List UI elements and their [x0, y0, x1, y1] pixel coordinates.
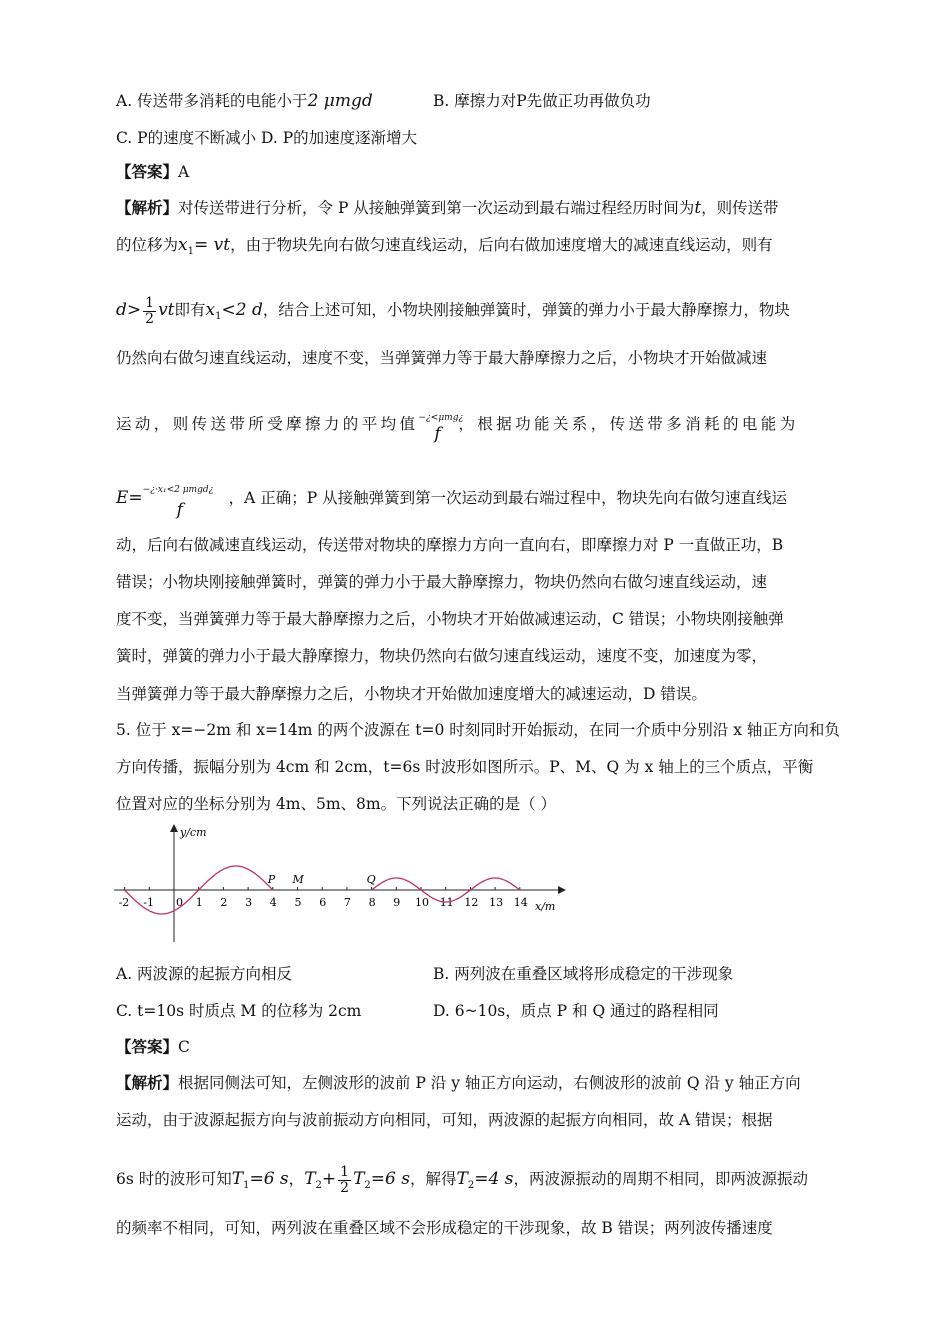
text: ，由于物块先向右做匀速直线运动，后向右做加速度增大的减速直线运动，则有	[230, 236, 773, 254]
fraction-denominator: 2	[340, 1179, 350, 1196]
tick-label: 8	[368, 896, 376, 909]
fraction-half	[143, 296, 156, 327]
math-x: x	[178, 235, 188, 255]
tick-label: 5	[294, 896, 302, 909]
q4-option-a	[116, 89, 373, 113]
math-f: f	[176, 500, 183, 520]
math-T: T	[456, 1169, 468, 1189]
q4-explanation-line-6	[116, 482, 788, 520]
q5-stem-line-1: 5. 位于 x=−2m 和 x=14m 的两个波源在 t=0 时刻同时开始振动，在同一介质中分别沿 x 轴正方向和负	[116, 721, 840, 739]
tick-label: 0	[176, 896, 183, 909]
text: ，结合上述可知，小物块刚接触弹簧时，弹簧的弹力小于最大静摩擦力，物块	[262, 301, 790, 319]
text: ，	[288, 1170, 305, 1188]
math-t: t	[694, 198, 702, 218]
q4-option-a-text: A. 传送带多消耗的电能小于	[116, 92, 308, 110]
q5-option-d: D. 6~10s，质点 P 和 Q 通过的路程相同	[433, 1002, 719, 1020]
subscript: 2	[315, 1180, 322, 1192]
fraction-numerator: 1	[145, 294, 155, 311]
tick-label: 4	[269, 896, 277, 909]
tick-label: 10	[415, 896, 429, 909]
q4-explanation-line-9: 度不变，当弹簧弹力等于最大静摩擦力之后，小物块才开始做减速运动，C 错误；小物块刚接触弹	[116, 610, 784, 628]
math-eq: =4 s	[474, 1169, 514, 1189]
overline-note: −¿<μmg¿	[418, 413, 464, 423]
text: 即有	[174, 301, 206, 319]
point-q-label: Q	[366, 873, 376, 886]
text: ，根据功能关系，传送带多消耗的电能为	[458, 415, 799, 433]
q5-option-b: B. 两列波在重叠区域将形成稳定的干涉现象	[433, 965, 734, 983]
math-d: d>	[116, 300, 142, 320]
q4-explanation-line-4: 仍然向右做匀速直线运动，速度不变，当弹簧弹力等于最大静摩擦力之后，小物块才开始做减速	[116, 349, 768, 367]
q4-option-b: B. 摩擦力对P先做正功再做负功	[433, 92, 651, 110]
math-T: T	[353, 1169, 365, 1189]
tick-label: 12	[464, 896, 479, 909]
tick-label: -2	[118, 896, 130, 909]
math-eq: =6 s	[249, 1169, 289, 1189]
q4-answer	[116, 160, 189, 184]
x-axis-arrow	[558, 886, 566, 894]
x-axis-label: x/m	[535, 900, 556, 913]
q4-option-a-math: 2 μmgd	[307, 91, 373, 111]
answer-value: C	[178, 1038, 190, 1056]
q4-option-cd: C. P的速度不断减小 D. P的加速度逐渐增大	[116, 129, 418, 147]
q5-stem-line-3: 位置对应的坐标分别为 4m、5m、8m。下列说法正确的是（ ）	[116, 795, 557, 813]
math-E: E=	[116, 488, 143, 508]
point-p-label: P	[267, 873, 276, 886]
q4-explanation-line-2	[116, 233, 773, 264]
q5-stem-line-2: 方向传播，振幅分别为 4cm 和 2cm，t=6s 时波形如图所示。P、M、Q 为 x 轴上的三个质点，平衡	[116, 758, 814, 776]
text: ，则传送带	[701, 199, 779, 217]
q4-explanation-line-7: 动，后向右做减速直线运动，传送带对物块的摩擦力方向一直向右，即摩擦力对 P 一直做正功，B	[116, 536, 784, 554]
math-ineq: <2 d	[221, 300, 263, 320]
q5-explanation-line-4: 的频率不相同，可知，两列波在重叠区域不会形成稳定的干涉现象，故 B 错误；两列波传播速度	[116, 1219, 773, 1237]
answer-label: 【答案】	[116, 1037, 179, 1056]
q4-explanation-line-1	[116, 196, 779, 220]
explanation-label: 【解析】	[116, 198, 179, 217]
tick-label: 13	[489, 896, 504, 909]
q4-explanation-line-3: d> $\frac{1}{2}$ vt即有$x_1<2$ d，结合上述可知，小物块刚接触弹簧时，弹簧的弹力小于最大静摩擦力，物块	[116, 294, 790, 327]
tick-label: 1	[195, 896, 203, 909]
math-x: x	[205, 300, 216, 320]
math-T: T	[231, 1169, 244, 1189]
tick-label: -1	[143, 896, 155, 909]
answer-label: 【答案】	[116, 162, 179, 181]
wave-figure	[110, 820, 570, 945]
text: 对传送带进行分析，令 P 从接触弹簧到第一次运动到最右端过程经历时间为	[178, 199, 695, 217]
tick-label: 11	[439, 896, 454, 909]
tick-label: 6	[319, 896, 327, 909]
text: ，解得	[410, 1170, 457, 1188]
q5-option-a: A. 两波源的起振方向相反	[116, 965, 293, 983]
tick-label: 2	[220, 896, 228, 909]
math-f: f	[434, 424, 441, 444]
math-plus: +	[321, 1169, 337, 1189]
text: ，A 正确；P 从接触弹簧到第一次运动到最右端过程中，物块先向右做匀速直线运	[228, 489, 788, 507]
math-eq: =6 s	[370, 1169, 410, 1189]
point-m-label: M	[292, 873, 304, 886]
energy-expr	[142, 484, 229, 520]
text: 的位移为	[116, 236, 179, 254]
q5-option-c: C. t=10s 时质点 M 的位移为 2cm	[116, 1002, 362, 1020]
subscript: 1	[187, 246, 194, 258]
text: 根据同侧法可知，左侧波形的波前 P 沿 y 轴正方向运动，右侧波形的波前 Q 沿 y 轴正方向	[178, 1074, 801, 1092]
answer-value: A	[178, 163, 190, 181]
math-eq: = vt	[193, 235, 231, 255]
overline-note: −¿·x₁<2 μmgd¿	[142, 485, 214, 495]
fraction-half	[338, 1165, 351, 1196]
y-axis-arrow	[170, 824, 178, 832]
q4-explanation-line-11: 当弹簧弹力等于最大静摩擦力之后，小物块才开始做加速度增大的减速运动，D 错误。	[116, 685, 707, 703]
subscript: 2	[467, 1180, 475, 1192]
q5-answer	[116, 1035, 190, 1059]
avg-friction	[418, 410, 464, 444]
text: 运动，则传送带所受摩擦力的平均值	[116, 415, 419, 433]
fraction-denominator: 2	[145, 310, 155, 327]
q5-explanation-line-3	[116, 1161, 808, 1204]
q4-explanation-line-10: 簧时，弹簧的弹力小于最大静摩擦力，物块仍然向右做匀速直线运动，速度不变，加速度为零，	[116, 647, 768, 665]
q4-explanation-line-5	[116, 408, 799, 444]
text: ，两波源振动的周期不相同，即两波源振动	[513, 1170, 808, 1188]
fraction-numerator: 1	[340, 1163, 350, 1180]
tick-label: 3	[245, 896, 253, 909]
tick-label: 9	[393, 896, 401, 909]
subscript: 2	[364, 1180, 371, 1192]
tick-label: 14	[513, 896, 528, 909]
q5-explanation-line-1	[116, 1071, 801, 1095]
subscript: 1	[243, 1180, 250, 1192]
y-axis-label: y/cm	[180, 826, 207, 839]
math-T: T	[304, 1169, 316, 1189]
tick-label: 7	[343, 896, 351, 909]
q4-explanation-line-8: 错误；小物块刚接触弹簧时，弹簧的弹力小于最大静摩擦力，物块仍然向右做匀速直线运动，速	[116, 573, 768, 591]
q5-explanation-line-2: 运动，由于波源起振方向与波前振动方向相同，可知，两波源的起振方向相同，故 A 错误；根据	[116, 1111, 773, 1129]
explanation-label: 【解析】	[116, 1073, 179, 1092]
math-vt: vt	[158, 300, 175, 320]
text: 6s 时的波形可知	[116, 1170, 232, 1188]
